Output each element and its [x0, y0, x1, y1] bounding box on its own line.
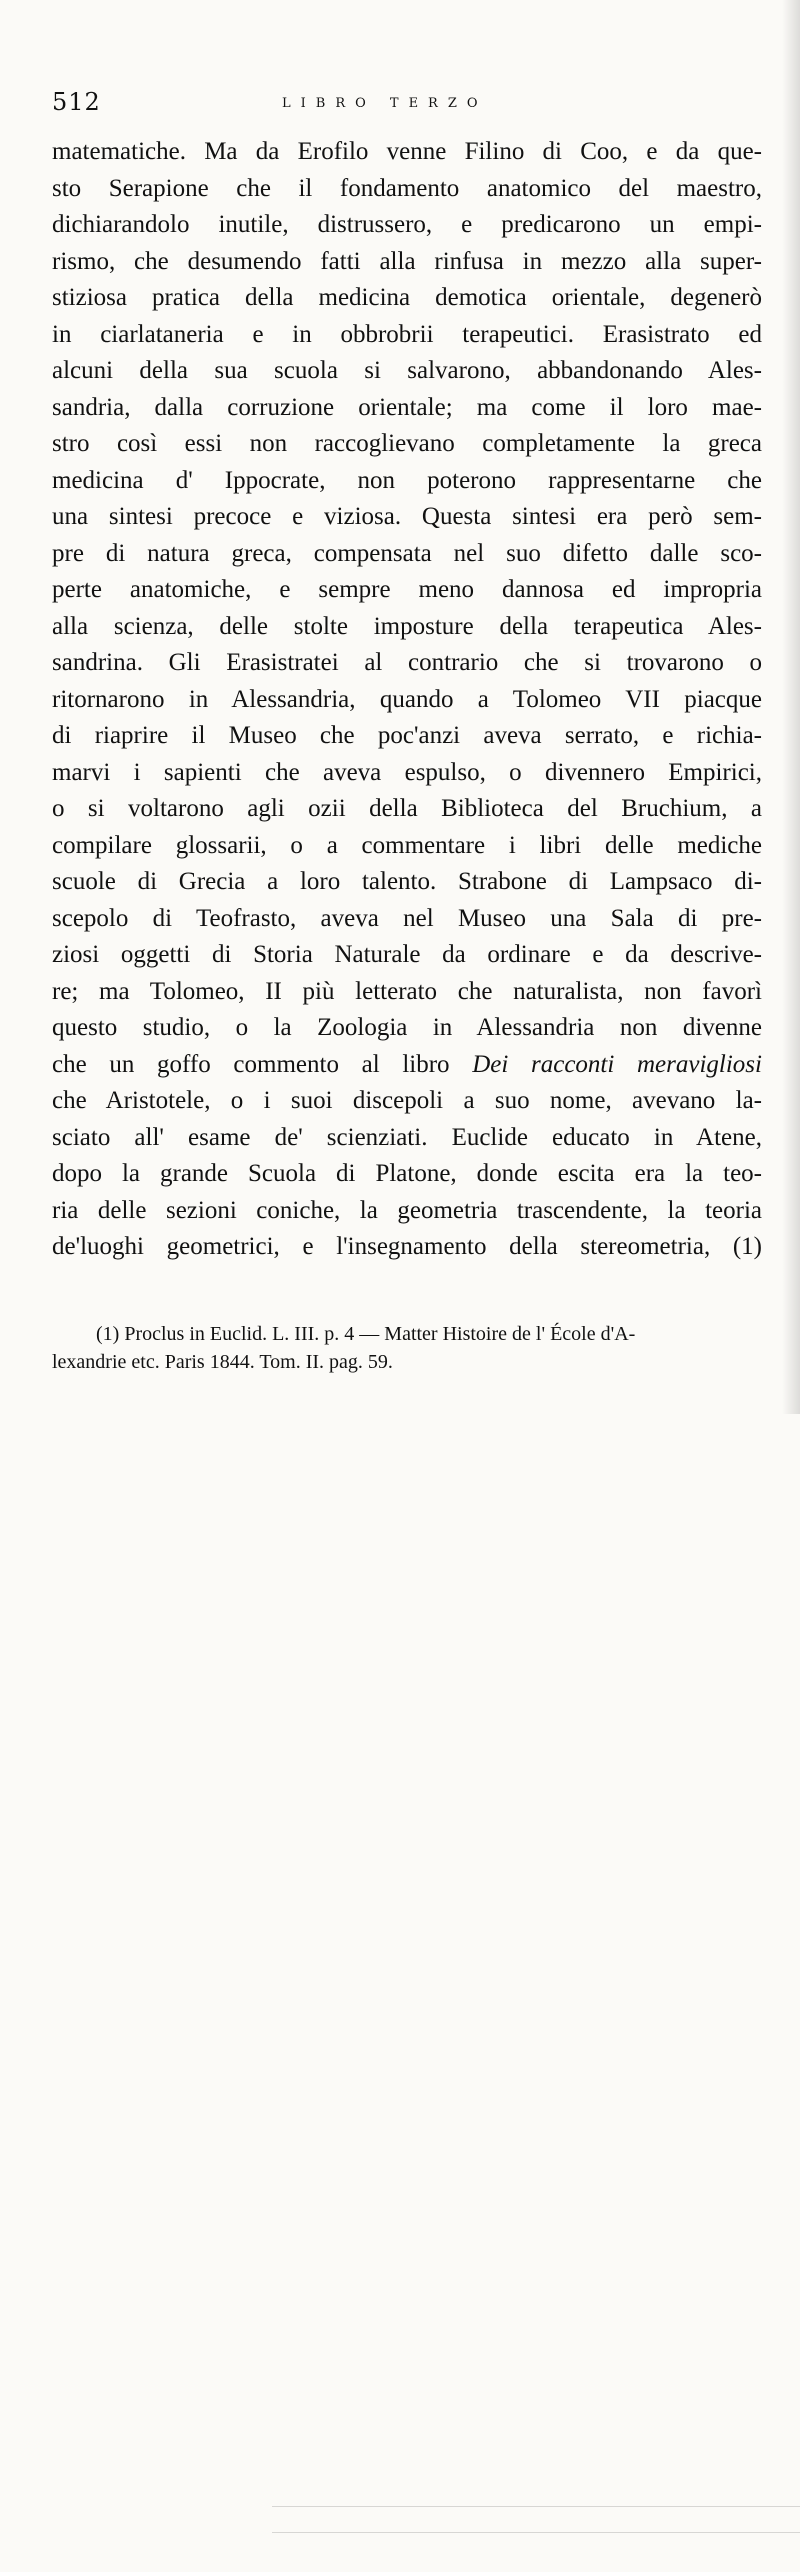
text-line: sto Serapione che il fondamento anatomico del maestro,: [52, 174, 762, 202]
book-title-italic: Dei racconti meravigliosi: [472, 1050, 762, 1078]
footnote-line: lexandrie etc. Paris 1844. Tom. II. pag. 59.: [52, 1351, 393, 1373]
text-line: compilare glossarii, o a commentare i libri delle mediche: [52, 831, 762, 859]
text-line: dopo la grande Scuola di Platone, donde escita era la teo-: [52, 1160, 762, 1187]
text-line: medicina d' Ippocrate, non poterono rappresentarne che: [52, 466, 762, 494]
reverse-page-bleed: [272, 2502, 800, 2572]
text-line: perte anatomiche, e sempre meno dannosa ed impropria: [52, 576, 762, 603]
text-line: questo studio, o la Zoologia in Alessandria non divenne: [52, 1014, 762, 1041]
text-line: ria delle sezioni coniche, la geometria trascendente, la teoria: [52, 1196, 762, 1224]
text-line: dichiarandolo inutile, distrussero, e predicarono un empi-: [52, 211, 762, 238]
text-line: ziosi oggetti di Storia Naturale da ordinare e da descrive-: [52, 941, 762, 968]
text-line: marvi i sapienti che aveva espulso, o divennero Empirici,: [52, 758, 762, 786]
text-line: una sintesi precoce e viziosa. Questa sintesi era però sem-: [52, 503, 762, 530]
text-line: scuole di Grecia a loro talento. Strabone di Lampsaco di-: [52, 868, 762, 895]
footnote-line: (1) Proclus in Euclid. L. III. p. 4 — Matter Histoire de l' École d'A-: [96, 1323, 636, 1345]
text-line: scepolo di Teofrasto, aveva nel Museo una Sala di pre-: [52, 904, 762, 932]
text-line: sandria, dalla corruzione orientale; ma come il loro mae-: [52, 393, 762, 421]
text-line: in ciarlataneria e in obbrobrii terapeutici. Erasistrato ed: [52, 320, 762, 348]
text-line: alcuni della sua scuola si salvarono, abbandonando Ales-: [52, 357, 762, 384]
text-line: rismo, che desumendo fatti alla rinfusa in mezzo alla super-: [52, 247, 762, 275]
show-through-area: [52, 1250, 762, 1320]
text-line: matematiche. Ma da Erofilo venne Filino di Coo, e da que-: [52, 138, 762, 165]
text-line: stiziosa pratica della medicina demotica orientale, degenerò: [52, 284, 762, 311]
text-line: alla scienza, delle stolte imposture della terapeutica Ales-: [52, 612, 762, 640]
text-line-lead: che un goffo commento al libro: [52, 1050, 473, 1078]
text-line: che Aristotele, o i suoi discepoli a suo nome, avevano la-: [52, 1087, 762, 1114]
main-text: [52, 134, 762, 1266]
text-line: sciato all' esame de' scienziati. Euclide educato in Atene,: [52, 1123, 762, 1151]
text-line: o si voltarono agli ozii della Biblioteca del Bruchium, a: [52, 795, 762, 822]
running-title: LIBRO TERZO: [282, 96, 488, 111]
text-line: di riaprire il Museo che poc'anzi aveva serrato, e richia-: [52, 722, 762, 749]
page-edge-shadow: [782, 0, 800, 1414]
text-line: re; ma Tolomeo, II più letterato che naturalista, non favorì: [52, 977, 762, 1005]
text-line: stro così essi non raccoglievano completamente la greca: [52, 430, 762, 457]
text-line: ritornarono in Alessandria, quando a Tolomeo VII piacque: [52, 685, 762, 713]
text-line: de'luoghi geometrici, e l'insegnamento della stereometria, (1): [52, 1233, 762, 1260]
running-head: [52, 88, 762, 132]
page-number: 512: [52, 88, 101, 116]
text-line-with-title: [52, 1047, 762, 1084]
text-line: sandrina. Gli Erasistratei al contrario che si trovarono o: [52, 649, 762, 676]
footnotes: [52, 1320, 764, 1376]
text-line: pre di natura greca, compensata nel suo difetto dalle sco-: [52, 539, 762, 567]
